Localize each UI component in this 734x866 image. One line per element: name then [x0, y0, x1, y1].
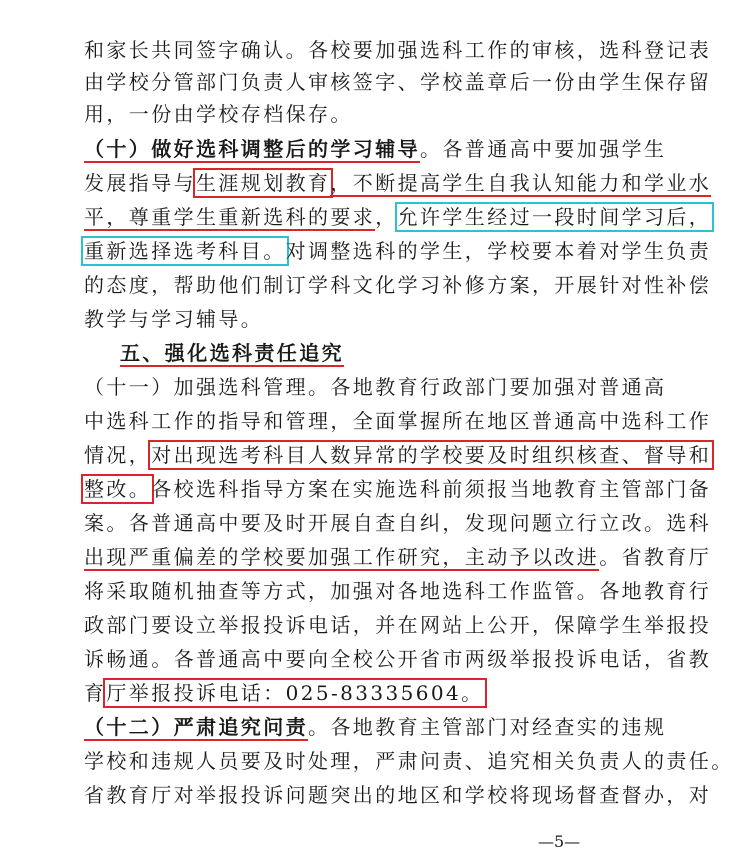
section-subtitle-10: （十）做好选科调整后的学习辅导 — [84, 137, 420, 161]
text-run: 。各地教育主管部门对经查实的违规 — [308, 715, 667, 739]
highlight-reselect-subjects: 重新选择选考科目。 — [84, 239, 286, 263]
text-run: 省教育厅对举报投诉问题突出的地区和学校将现场督查督办，对 — [84, 783, 712, 807]
text-line — [84, 169, 712, 197]
text-run: 学校和违规人员要及时处理，严肃问责、追究相关负责人的责任。 — [84, 749, 734, 773]
text-line — [84, 781, 712, 809]
highlight-abnormal-schools: 对出现选考科目人数异常的学校要及时组织核查、督导和 — [151, 443, 712, 467]
text-line — [84, 68, 712, 96]
text-run: 诉畅通。各普通高中要向全校公开省市两级举报投诉电话，省教 — [84, 647, 712, 671]
text-line — [84, 373, 667, 401]
text-run: 案。各普通高中要及时开展自查自纠，发现问题立行立改。选科 — [84, 511, 712, 535]
text-line — [84, 305, 614, 333]
text-line — [84, 135, 667, 163]
highlight-allow-reselect: 允许学生经过一段时间学习后， — [397, 205, 712, 229]
text-run: 对调整选科的学生，学校要本着对学生负责 — [285, 239, 712, 263]
text-run: 情况， — [84, 443, 152, 467]
text-run: ， — [375, 205, 398, 229]
text-line — [84, 36, 712, 64]
underline-serious-deviation: 出现严重偏差的学校要加强工作研究，主动予以改进 — [84, 545, 600, 569]
text-run: （十一）加强选科管理。各地教育行政部门要加强对普通高 — [84, 375, 667, 399]
highlight-rectify: 整改。 — [84, 477, 152, 501]
text-line — [84, 203, 712, 231]
text-line — [84, 577, 712, 605]
underline-ability: ，不断提高学生自我认知能力和学业水 — [330, 171, 712, 195]
section-heading-5: 五、强化选科责任追究 — [120, 341, 344, 365]
text-line — [84, 100, 614, 128]
text-line — [84, 441, 712, 469]
highlight-hotline: 厅举报投诉电话：025-83335604。 — [106, 681, 484, 705]
text-line — [84, 543, 712, 571]
text-run: 发展指导与 — [84, 171, 196, 195]
text-run: 。省教育厅 — [599, 545, 712, 569]
text-run: 各校选科指导方案在实施选科前须报当地教育主管部门备 — [151, 477, 712, 501]
text-line — [84, 271, 712, 299]
text-line — [84, 645, 712, 673]
text-run: 政部门要设立举报投诉电话，并在网站上公开，保障学生举报投 — [84, 613, 712, 637]
text-line — [84, 475, 712, 503]
text-line — [84, 713, 667, 741]
underline-respect: 平，尊重学生重新选科的要求 — [84, 205, 376, 229]
text-run: 用，一份由学校存档保存。 — [84, 102, 353, 126]
text-run: 中选科工作的指导和管理，全面掌握所在地区普通高中选科工作 — [84, 409, 712, 433]
text-run: 和家长共同签字确认。各校要加强选科工作的审核，选科登记表 — [84, 38, 712, 62]
text-line — [84, 237, 712, 265]
section-subtitle-12: （十二）严肃追究问责 — [84, 715, 308, 739]
text-line — [120, 339, 614, 367]
text-run: 将采取随机抽查等方式，加强对各地选科工作监管。各地教育行 — [84, 579, 712, 603]
text-line — [84, 747, 734, 775]
text-line — [84, 509, 712, 537]
text-line — [84, 407, 712, 435]
text-run: 育 — [84, 681, 107, 705]
text-line — [84, 679, 614, 707]
text-run: 。各普通高中要加强学生 — [420, 137, 667, 161]
page-number: —5— — [538, 832, 581, 851]
text-run: 由学校分管部门负责人审核签字、学校盖章后一份由学生保存留 — [84, 70, 712, 94]
text-line — [84, 611, 712, 639]
highlight-career-planning: 生涯规划教育 — [196, 171, 331, 195]
text-run: 的态度，帮助他们制订学科文化学习补修方案，开展针对性补偿 — [84, 273, 712, 297]
text-run: 教学与学习辅导。 — [84, 307, 264, 331]
